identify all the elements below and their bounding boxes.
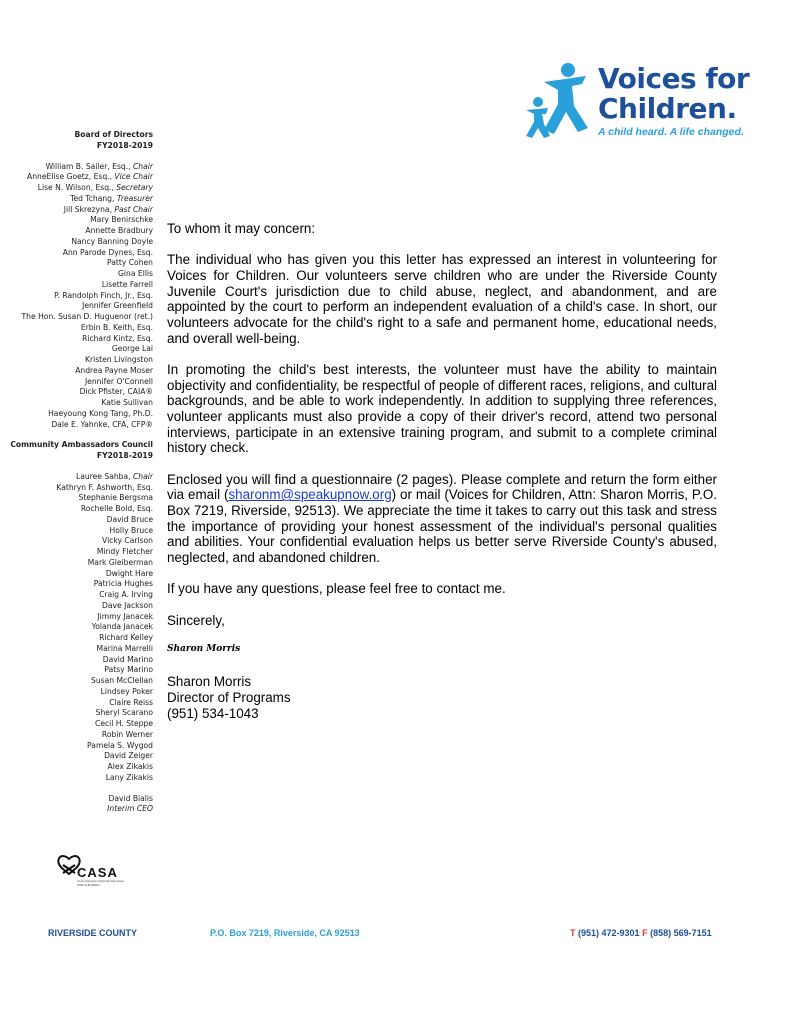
member-name: Richard Kintz, Esq. (82, 333, 153, 343)
member-name: Cecil H. Steppe (95, 719, 153, 728)
member-name: Erbin B. Keith, Esq. (80, 322, 153, 332)
member-name: David Bruce (106, 514, 153, 524)
letter-paragraph-4: If you have any questions, please feel free to contact me. (167, 581, 506, 597)
roster-entry (0, 377, 153, 388)
roster-entry (0, 547, 153, 558)
roster-entry (0, 773, 153, 784)
roster-entry (0, 291, 153, 302)
member-name: Alex Zikakis (107, 762, 153, 771)
member-name: Kristen Livingston (84, 355, 153, 364)
roster-entry (0, 334, 153, 345)
casa-logo (55, 843, 145, 887)
member-name: Dick Pfister, CAIA® (79, 387, 153, 397)
roster-entry (0, 515, 153, 526)
member-name: Nancy Banning Doyle (71, 236, 153, 246)
roster-entry (0, 536, 153, 547)
member-name: Andrea Payne Moser (75, 365, 153, 375)
roster-entry (0, 301, 153, 312)
member-name: Craig A. Irving (99, 590, 153, 599)
paragraph-3-intro: Enclosed you will find a questionnaire (2 pages). Please complete and return the form either via email ( (167, 471, 717, 503)
member-name: AnneElise Goetz, Esq., (27, 172, 115, 182)
sidebar-roster (0, 130, 153, 815)
council-member-list (0, 472, 153, 784)
member-role: Secretary (116, 183, 153, 192)
roster-entry (0, 665, 153, 676)
casa-name: CASA (77, 865, 118, 880)
board-fiscal-year: FY2018-2019 (96, 140, 153, 150)
roster-entry (0, 687, 153, 698)
member-name: Patsy Marino (104, 665, 153, 675)
roster-entry (0, 676, 153, 687)
roster-entry (0, 387, 153, 398)
footer-address: P.O. Box 7219, Riverside, CA 92513 (210, 928, 360, 938)
roster-entry (0, 172, 153, 183)
member-name: Richard Kelley (99, 633, 153, 642)
member-name: Lisette Farrell (101, 279, 153, 289)
footer-phones (570, 928, 712, 938)
member-name: Jill Skrezyna, (63, 204, 115, 214)
letter-paragraph-2: In promoting the child's best interests, the volunteer must have the ability to maintain objectivity and confidentiality, be respectful of people of different races, religions, and cultural backgrounds, and be able to work independently. In addition to supplying three references, volunteer applicants must also provide a copy of their driver's record, attend two personal interviews, participate in an extensive training program, and submit to a complete criminal history check. (167, 361, 717, 456)
member-name: Susan McClellan (91, 676, 153, 685)
signature: Sharon Morris (167, 643, 241, 654)
member-name: Lany Zikakis (105, 772, 153, 782)
casa-subtitle-2: FOR CHILDREN (77, 883, 100, 887)
member-name: George Lai (111, 344, 153, 354)
roster-entry (0, 558, 153, 569)
roster-entry (0, 344, 153, 355)
letter-paragraph-1: The individual who has given you this letter has expressed an interest in volunteering for Voices for Children. Our volunteers serve children who are under the Riverside County Juvenile Court's jurisdiction due to child abuse, neglect, and abandonment, and are appointed by the court to perform an independent evaluation of a child's case. In short, our volunteers advocate for the child's right to a safe and permanent home, educational needs, and overall well-being. (167, 252, 717, 346)
member-role: Chair (132, 471, 153, 481)
member-name: Marina Marrelli (96, 643, 153, 653)
member-name: Lauree Sahba, (75, 471, 133, 481)
roster-entry (0, 215, 153, 226)
member-name: Robin Werner (101, 729, 153, 739)
member-name: Jennifer O'Connell (84, 376, 153, 386)
phone-label: T (570, 928, 576, 938)
member-name: Mark Gleiberman (87, 557, 153, 567)
roster-entry (0, 622, 153, 633)
member-name: Dwight Hare (105, 568, 153, 578)
member-name: P. Randolph Finch, Jr., Esq. (54, 290, 153, 300)
member-name: The Hon. Susan D. Huguenor (ret.) (21, 312, 153, 321)
member-name: David Zeiger (104, 751, 153, 761)
member-name: Ann Parode Dynes, Esq. (62, 247, 153, 257)
logo-figures-icon (524, 62, 596, 138)
member-name: Patricia Hughes (93, 579, 153, 589)
letter-body (167, 221, 717, 722)
casa-subtitle: Court Appointed Special Advocates (77, 879, 124, 883)
roster-entry (0, 409, 153, 420)
roster-entry (0, 248, 153, 259)
member-role: Past Chair (114, 204, 153, 214)
member-name: David Marino (102, 654, 153, 664)
roster-entry (0, 569, 153, 580)
roster-entry (0, 398, 153, 409)
member-name: Patty Cohen (107, 258, 153, 268)
roster-entry (0, 655, 153, 666)
roster-entry (0, 504, 153, 515)
member-name: Lindsey Poker (100, 686, 153, 696)
casa-heart-icon (55, 843, 145, 883)
member-name: Sheryl Scarano (95, 708, 153, 718)
member-name: William B. Sailer, Esq., (45, 161, 133, 171)
roster-entry (0, 420, 153, 431)
council-heading: Community Ambassadors Council (10, 440, 153, 450)
roster-entry (0, 472, 153, 483)
roster-entry (0, 751, 153, 762)
member-name: Dale E. Yahnke, CFA, CFP® (51, 419, 153, 429)
roster-entry (0, 280, 153, 291)
member-role: Chair (132, 161, 153, 171)
member-name: Stephanie Bergsma (78, 493, 153, 503)
roster-entry (0, 644, 153, 655)
member-name: Mary Benirschke (90, 215, 153, 225)
member-name: Pamela S. Wygod (87, 740, 153, 750)
fax-number: (858) 569-7151 (650, 928, 712, 938)
email-link[interactable]: sharonm@speakupnow.org (228, 487, 392, 503)
logo-line-2: Children. (598, 92, 737, 125)
council-fiscal-year: FY2018-2019 (96, 451, 153, 460)
roster-entry (0, 483, 153, 494)
member-name: Ted Tchang, (70, 193, 117, 203)
sender-phone: (951) 534-1043 (167, 705, 259, 721)
fax-label: F (642, 928, 648, 938)
ceo-name: David Bialis (108, 793, 153, 803)
sender-title: Director of Programs (167, 690, 291, 706)
member-role: Vice Chair (114, 172, 153, 182)
roster-entry (0, 762, 153, 773)
roster-entry (0, 741, 153, 752)
member-name: Haeyoung Kong Tang, Ph.D. (48, 408, 153, 418)
letter-closing: Sincerely, (167, 612, 225, 628)
roster-entry (0, 590, 153, 601)
roster-entry (0, 601, 153, 612)
member-name: Claire Reiss (109, 697, 153, 707)
roster-entry (0, 205, 153, 216)
roster-entry (0, 708, 153, 719)
roster-entry (0, 579, 153, 590)
board-member-list (0, 162, 153, 431)
roster-entry (0, 323, 153, 334)
roster-entry (0, 269, 153, 280)
member-role: Treasurer (116, 193, 153, 203)
roster-entry (0, 183, 153, 194)
letter-greeting: To whom it may concern: (167, 221, 316, 236)
voices-for-children-logo (524, 62, 774, 142)
board-heading: Board of Directors (74, 130, 153, 139)
roster-entry (0, 612, 153, 623)
roster-entry (0, 312, 153, 323)
member-name: Annette Bradbury (85, 226, 153, 235)
member-name: Gina Ellis (118, 269, 153, 278)
roster-entry (0, 493, 153, 504)
paragraph-3-rest: ) or mail (Voices for Children, Attn: Sharon Morris, P.O. Box 7219, Riverside, 92513). We appreciate the time it takes to carry out this task and stress the importance of providing your honest assessment of the individual's personal qualities and abilities. Your confidential evaluation helps us better serve Riverside County's abused, neglected, and abandoned children. (167, 487, 717, 566)
member-name: Jennifer Greenfield (82, 301, 153, 311)
member-name: Yolanda Janacek (91, 622, 153, 632)
logo-line-1: Voices for (598, 62, 750, 95)
roster-entry (0, 237, 153, 248)
roster-entry (0, 226, 153, 237)
roster-entry (0, 194, 153, 205)
ceo-title: Interim CEO (107, 804, 153, 814)
member-name: Holly Bruce (109, 525, 153, 535)
phone-number: (951) 472-9301 (578, 928, 640, 938)
member-name: Dave Jackson (102, 600, 153, 610)
roster-entry (0, 258, 153, 269)
member-name: Jimmy Janacek (97, 611, 153, 621)
roster-entry (0, 526, 153, 537)
member-name: Vicky Carlson (102, 536, 153, 546)
roster-entry (0, 719, 153, 730)
member-name: Mindy Fletcher (96, 547, 153, 556)
sender-name: Sharon Morris (167, 674, 252, 690)
roster-entry (0, 355, 153, 366)
logo-tagline: A child heard. A life changed. (598, 126, 744, 138)
logo-name (598, 64, 749, 124)
roster-entry (0, 698, 153, 709)
roster-entry (0, 730, 153, 741)
footer-county: RIVERSIDE COUNTY (48, 928, 138, 938)
letter-paragraph-3 (167, 472, 717, 566)
member-name: Katie Sullivan (101, 398, 153, 407)
roster-entry (0, 633, 153, 644)
member-name: Rochelle Bold, Esq. (80, 504, 153, 513)
member-name: Lise N. Wilson, Esq., (37, 183, 117, 192)
roster-entry (0, 162, 153, 173)
member-name: Kathryn F. Ashworth, Esq. (56, 482, 153, 492)
roster-entry (0, 366, 153, 377)
